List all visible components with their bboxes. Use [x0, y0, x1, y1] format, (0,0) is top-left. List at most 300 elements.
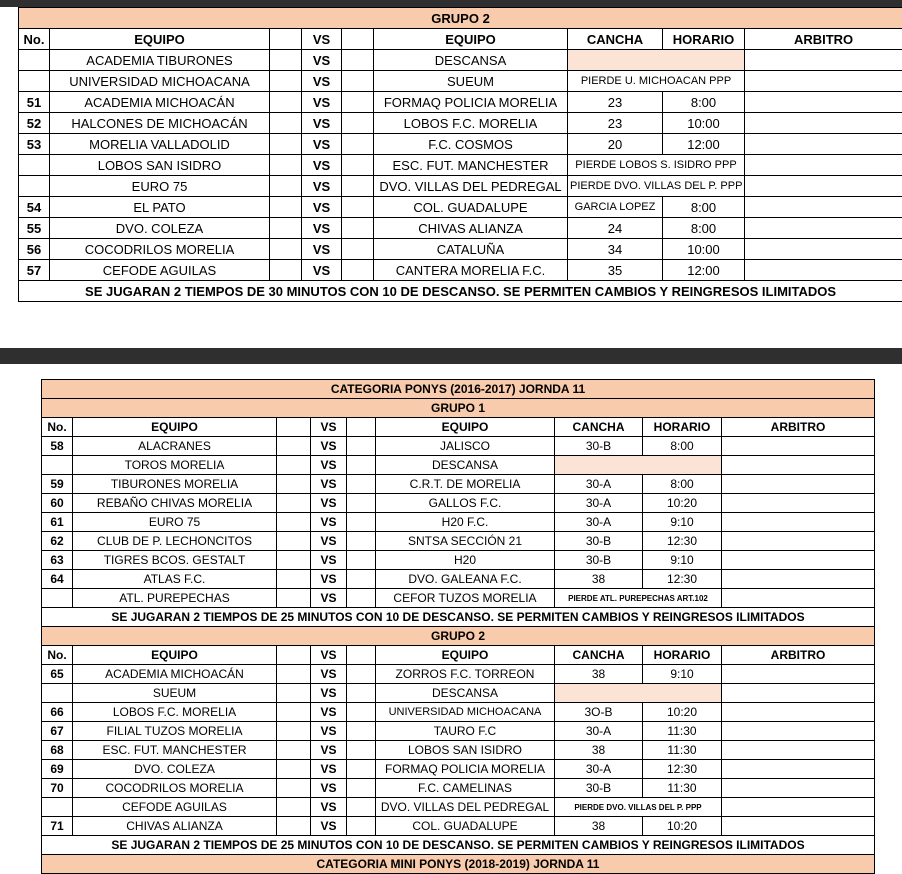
vs-label: VS [311, 589, 347, 608]
spacer-cell [277, 741, 311, 760]
header-row [42, 646, 875, 665]
home-team: MORELIA VALLADOLID [50, 134, 270, 155]
group-title: GRUPO 1 [42, 399, 875, 418]
result-note: PIERDE DVO. VILLAS DEL P. PPP [555, 798, 722, 817]
referee-cell [722, 532, 875, 551]
match-number [19, 71, 50, 92]
referee-cell [722, 741, 875, 760]
vs-label: VS [302, 197, 342, 218]
match-number: 70 [42, 779, 73, 798]
header-row [42, 418, 875, 437]
home-team: DVO. COLEZA [73, 760, 277, 779]
time-cell: 8:00 [663, 197, 745, 218]
away-team: ZORROS F.C. TORREON [376, 665, 555, 684]
match-number: 69 [42, 760, 73, 779]
away-team: FORMAQ POLICIA MORELIA [376, 760, 555, 779]
away-team: H20 [376, 551, 555, 570]
spacer-cell [347, 532, 376, 551]
match-row [42, 722, 875, 741]
match-number [42, 589, 73, 608]
field-cell: 30-B [555, 551, 643, 570]
time-cell: 12:30 [643, 532, 722, 551]
match-number: 59 [42, 475, 73, 494]
referee-cell [722, 798, 875, 817]
away-team: DESCANSA [376, 684, 555, 703]
away-team: C.R.T. DE MORELIA [376, 475, 555, 494]
col-spacer [347, 418, 376, 437]
home-team: LOBOS F.C. MORELIA [73, 703, 277, 722]
col-spacer [270, 29, 302, 50]
spacer-cell [347, 494, 376, 513]
referee-cell [722, 456, 875, 475]
spacer-cell [347, 665, 376, 684]
spacer-cell [347, 589, 376, 608]
spacer-cell [270, 113, 302, 134]
spacer-cell [342, 260, 374, 281]
field-cell: 30-A [555, 513, 643, 532]
col-spacer [347, 646, 376, 665]
away-team: SNTSA SECCIÓN 21 [376, 532, 555, 551]
referee-cell [745, 260, 902, 281]
away-team: COL. GUADALUPE [374, 197, 568, 218]
referee-cell [722, 437, 875, 456]
referee-cell [745, 92, 902, 113]
match-number: 53 [19, 134, 50, 155]
referee-cell [745, 197, 902, 218]
away-team: GALLOS F.C. [376, 494, 555, 513]
match-number: 64 [42, 570, 73, 589]
col-spacer [277, 646, 311, 665]
spacer-cell [277, 494, 311, 513]
home-team: SUEUM [73, 684, 277, 703]
field-cell: 30-A [555, 722, 643, 741]
referee-cell [745, 71, 902, 92]
vs-label: VS [311, 456, 347, 475]
home-team: HALCONES DE MICHOACÁN [50, 113, 270, 134]
field-cell: 30-A [555, 475, 643, 494]
time-cell: 10:20 [643, 703, 722, 722]
match-row [42, 684, 875, 703]
match-row [42, 494, 875, 513]
field-cell: 24 [568, 218, 663, 239]
col-no: No. [42, 418, 73, 437]
spacer-cell [277, 722, 311, 741]
match-row [19, 134, 902, 155]
spacer-cell [277, 551, 311, 570]
home-team: CEFODE AGUILAS [50, 260, 270, 281]
result-note: PIERDE U. MICHOACAN PPP [568, 71, 745, 92]
spacer-cell [347, 513, 376, 532]
spacer-cell [347, 703, 376, 722]
home-team: CHIVAS ALIANZA [73, 817, 277, 836]
spacer-cell [277, 570, 311, 589]
vs-label: VS [311, 437, 347, 456]
home-team: ALACRANES [73, 437, 277, 456]
home-team: EURO 75 [73, 513, 277, 532]
referee-cell [722, 551, 875, 570]
vs-label: VS [311, 532, 347, 551]
referee-cell [722, 684, 875, 703]
match-number [19, 176, 50, 197]
vs-label: VS [302, 239, 342, 260]
field-cell: 30-B [555, 532, 643, 551]
spacer-cell [342, 197, 374, 218]
time-cell: 11:30 [643, 779, 722, 798]
spacer-cell [347, 456, 376, 475]
away-team: UNIVERSIDAD MICHOACANA [376, 703, 555, 722]
field-cell: 34 [568, 239, 663, 260]
col-vs: VS [311, 418, 347, 437]
vs-label: VS [311, 798, 347, 817]
match-row [42, 589, 875, 608]
home-team: ATL. PUREPECHAS [73, 589, 277, 608]
referee-cell [745, 50, 902, 71]
away-team: JALISCO [376, 437, 555, 456]
vs-label: VS [302, 134, 342, 155]
rules-row [19, 281, 902, 302]
referee-cell [722, 475, 875, 494]
away-team: CHIVAS ALIANZA [374, 218, 568, 239]
spacer-cell [277, 475, 311, 494]
referee-cell [722, 722, 875, 741]
match-row [42, 703, 875, 722]
match-row [42, 798, 875, 817]
spacer-cell [342, 134, 374, 155]
away-team: F.C. COSMOS [374, 134, 568, 155]
result-note: PIERDE DVO. VILLAS DEL P. PPP [568, 176, 745, 197]
rules-row [42, 836, 875, 855]
home-team: ACADEMIA TIBURONES [50, 50, 270, 71]
home-team: EURO 75 [50, 176, 270, 197]
match-row [42, 551, 875, 570]
match-number [42, 684, 73, 703]
match-row [19, 260, 902, 281]
ponys-schedule-table [41, 379, 875, 874]
referee-cell [722, 589, 875, 608]
away-team: CEFOR TUZOS MORELIA [376, 589, 555, 608]
referee-cell [745, 239, 902, 260]
match-row [19, 71, 902, 92]
referee-cell [745, 218, 902, 239]
referee-cell [722, 760, 875, 779]
away-team: TAURO F.C [376, 722, 555, 741]
match-row [19, 50, 902, 71]
referee-cell [745, 155, 902, 176]
spacer-cell [347, 437, 376, 456]
match-number: 56 [19, 239, 50, 260]
home-team: TIBURONES MORELIA [73, 475, 277, 494]
match-number: 67 [42, 722, 73, 741]
match-row [19, 92, 902, 113]
field-cell: 3O-B [555, 703, 643, 722]
field-cell: 20 [568, 134, 663, 155]
result-note: PIERDE LOBOS S. ISIDRO PPP [568, 155, 745, 176]
time-cell: 10:20 [643, 817, 722, 836]
vs-label: VS [311, 513, 347, 532]
vs-label: VS [302, 92, 342, 113]
home-team: COCODRILOS MORELIA [50, 239, 270, 260]
group-title: GRUPO 2 [19, 8, 902, 29]
match-number [19, 50, 50, 71]
time-cell: 8:00 [663, 218, 745, 239]
match-number: 66 [42, 703, 73, 722]
spacer-cell [270, 155, 302, 176]
col-team: EQUIPO [50, 29, 270, 50]
vs-label: VS [311, 551, 347, 570]
field-cell: 30-A [555, 494, 643, 513]
spacer-cell [270, 197, 302, 218]
rules-note: SE JUGARAN 2 TIEMPOS DE 25 MINUTOS CON 10 DE DESCANSO. SE PERMITEN CAMBIOS Y REINGRESOS ILIMITADOS [42, 608, 875, 627]
match-row [42, 513, 875, 532]
col-vs: VS [302, 29, 342, 50]
spacer-cell [342, 218, 374, 239]
referee-cell [722, 513, 875, 532]
col-team2: EQUIPO [376, 646, 555, 665]
col-team: EQUIPO [73, 418, 277, 437]
spacer-cell [347, 475, 376, 494]
field-cell: 38 [555, 741, 643, 760]
referee-cell [722, 494, 875, 513]
time-cell: 9:10 [643, 513, 722, 532]
away-team: SUEUM [374, 71, 568, 92]
time-cell: 10:20 [643, 494, 722, 513]
field-cell: 38 [555, 665, 643, 684]
spacer-cell [270, 134, 302, 155]
rules-note: SE JUGARAN 2 TIEMPOS DE 30 MINUTOS CON 10 DE DESCANSO. SE PERMITEN CAMBIOS Y REINGRESOS ILIMITADOS [19, 281, 902, 302]
away-team: ESC. FUT. MANCHESTER [374, 155, 568, 176]
spacer-cell [342, 113, 374, 134]
rules-row [42, 608, 875, 627]
home-team: TOROS MORELIA [73, 456, 277, 475]
spacer-cell [342, 239, 374, 260]
spacer-cell [342, 155, 374, 176]
time-cell: 12:30 [643, 570, 722, 589]
match-number: 52 [19, 113, 50, 134]
time-cell: 12:30 [643, 760, 722, 779]
spacer-cell [347, 779, 376, 798]
time-cell: 8:00 [643, 437, 722, 456]
match-number: 57 [19, 260, 50, 281]
away-team: DESCANSA [374, 50, 568, 71]
match-number: 61 [42, 513, 73, 532]
vs-label: VS [311, 665, 347, 684]
spacer-cell [277, 589, 311, 608]
vs-label: VS [311, 760, 347, 779]
time-cell: 12:00 [663, 260, 745, 281]
vs-label: VS [311, 722, 347, 741]
match-row [42, 779, 875, 798]
match-row [42, 475, 875, 494]
col-spacer [277, 418, 311, 437]
match-row [19, 155, 902, 176]
vs-label: VS [311, 570, 347, 589]
match-number [19, 155, 50, 176]
time-cell: 9:10 [643, 551, 722, 570]
match-number: 60 [42, 494, 73, 513]
match-row [42, 532, 875, 551]
spacer-cell [277, 798, 311, 817]
group2-schedule-table [18, 7, 902, 302]
match-row [42, 760, 875, 779]
col-no: No. [42, 646, 73, 665]
match-number [42, 798, 73, 817]
spacer-cell [277, 532, 311, 551]
match-row [19, 218, 902, 239]
vs-label: VS [302, 260, 342, 281]
spacer-cell [347, 551, 376, 570]
field-cell [568, 50, 745, 71]
col-referee: ARBITRO [722, 646, 875, 665]
time-cell: 10:00 [663, 239, 745, 260]
referee-cell [722, 570, 875, 589]
away-team: LOBOS F.C. MORELIA [374, 113, 568, 134]
vs-label: VS [302, 155, 342, 176]
referee-cell [722, 779, 875, 798]
section-divider-bar [0, 348, 902, 364]
match-row [42, 665, 875, 684]
referee-cell [722, 703, 875, 722]
field-cell: 38 [555, 817, 643, 836]
match-number: 65 [42, 665, 73, 684]
away-team: FORMAQ POLICIA MORELIA [374, 92, 568, 113]
away-team: CANTERA MORELIA F.C. [374, 260, 568, 281]
referee-cell [745, 134, 902, 155]
spacer-cell [270, 176, 302, 197]
col-field: CANCHA [555, 646, 643, 665]
home-team: EL PATO [50, 197, 270, 218]
vs-label: VS [311, 779, 347, 798]
away-team: CATALUÑA [374, 239, 568, 260]
home-team: REBAÑO CHIVAS MORELIA [73, 494, 277, 513]
spacer-cell [270, 50, 302, 71]
spacer-cell [270, 218, 302, 239]
away-team: F.C. CAMELINAS [376, 779, 555, 798]
match-row [42, 570, 875, 589]
field-cell: GARCIA LOPEZ [568, 197, 663, 218]
referee-cell [745, 176, 902, 197]
time-cell: 8:00 [663, 92, 745, 113]
vs-label: VS [311, 475, 347, 494]
col-referee: ARBITRO [745, 29, 902, 50]
match-number: 51 [19, 92, 50, 113]
next-category-title: CATEGORIA MINI PONYS (2018-2019) JORNDA 11 [42, 855, 875, 874]
vs-label: VS [302, 176, 342, 197]
col-time: HORARIO [643, 646, 722, 665]
time-cell: 10:00 [663, 113, 745, 134]
spacer-cell [342, 176, 374, 197]
vs-label: VS [311, 817, 347, 836]
match-row [42, 817, 875, 836]
spacer-cell [277, 665, 311, 684]
spacer-cell [342, 71, 374, 92]
col-field: CANCHA [568, 29, 663, 50]
vs-label: VS [311, 494, 347, 513]
home-team: ESC. FUT. MANCHESTER [73, 741, 277, 760]
match-number: 71 [42, 817, 73, 836]
match-row [42, 437, 875, 456]
spacer-cell [342, 50, 374, 71]
group-title: GRUPO 2 [42, 627, 875, 646]
away-team: H20 F.C. [376, 513, 555, 532]
match-number: 54 [19, 197, 50, 218]
home-team: FILIAL TUZOS MORELIA [73, 722, 277, 741]
match-number: 62 [42, 532, 73, 551]
spacer-cell [277, 513, 311, 532]
away-team: DVO. GALEANA F.C. [376, 570, 555, 589]
vs-label: VS [311, 684, 347, 703]
away-team: DVO. VILLAS DEL PEDREGAL [376, 798, 555, 817]
home-team: LOBOS SAN ISIDRO [50, 155, 270, 176]
result-note: PIERDE ATL. PUREPECHAS ART.102 [555, 589, 722, 608]
spacer-cell [277, 703, 311, 722]
match-number: 68 [42, 741, 73, 760]
spacer-cell [347, 741, 376, 760]
time-cell: 12:00 [663, 134, 745, 155]
col-spacer [342, 29, 374, 50]
home-team: TIGRES BCOS. GESTALT [73, 551, 277, 570]
vs-label: VS [311, 741, 347, 760]
field-cell: 30-B [555, 779, 643, 798]
referee-cell [722, 665, 875, 684]
spacer-cell [347, 684, 376, 703]
away-team: DESCANSA [376, 456, 555, 475]
home-team: COCODRILOS MORELIA [73, 779, 277, 798]
match-number [42, 456, 73, 475]
spacer-cell [270, 239, 302, 260]
field-cell [555, 684, 722, 703]
match-row [19, 176, 902, 197]
away-team: DVO. VILLAS DEL PEDREGAL [374, 176, 568, 197]
field-cell [555, 456, 722, 475]
match-row [42, 741, 875, 760]
away-team: COL. GUADALUPE [376, 817, 555, 836]
spacer-cell [347, 798, 376, 817]
col-time: HORARIO [643, 418, 722, 437]
home-team: UNIVERSIDAD MICHOACANA [50, 71, 270, 92]
spacer-cell [347, 722, 376, 741]
col-vs: VS [311, 646, 347, 665]
spacer-cell [277, 437, 311, 456]
category-title: CATEGORIA PONYS (2016-2017) JORNDA 11 [42, 380, 875, 399]
field-cell: 38 [555, 570, 643, 589]
field-cell: 35 [568, 260, 663, 281]
rules-note: SE JUGARAN 2 TIEMPOS DE 25 MINUTOS CON 10 DE DESCANSO. SE PERMITEN CAMBIOS Y REINGRESOS ILIMITADOS [42, 836, 875, 855]
match-row [19, 239, 902, 260]
time-cell: 8:00 [643, 475, 722, 494]
match-number: 55 [19, 218, 50, 239]
vs-label: VS [302, 218, 342, 239]
referee-cell [722, 817, 875, 836]
spacer-cell [277, 456, 311, 475]
match-row [19, 197, 902, 218]
match-number: 58 [42, 437, 73, 456]
home-team: CLUB DE P. LECHONCITOS [73, 532, 277, 551]
match-row [42, 456, 875, 475]
spacer-cell [270, 260, 302, 281]
spacer-cell [270, 92, 302, 113]
vs-label: VS [302, 71, 342, 92]
spacer-cell [277, 684, 311, 703]
spacer-cell [270, 71, 302, 92]
vs-label: VS [302, 113, 342, 134]
home-team: ATLAS F.C. [73, 570, 277, 589]
referee-cell [745, 113, 902, 134]
spacer-cell [277, 779, 311, 798]
spacer-cell [347, 760, 376, 779]
col-referee: ARBITRO [722, 418, 875, 437]
field-cell: 23 [568, 92, 663, 113]
home-team: ACADEMIA MICHOACÁN [50, 92, 270, 113]
